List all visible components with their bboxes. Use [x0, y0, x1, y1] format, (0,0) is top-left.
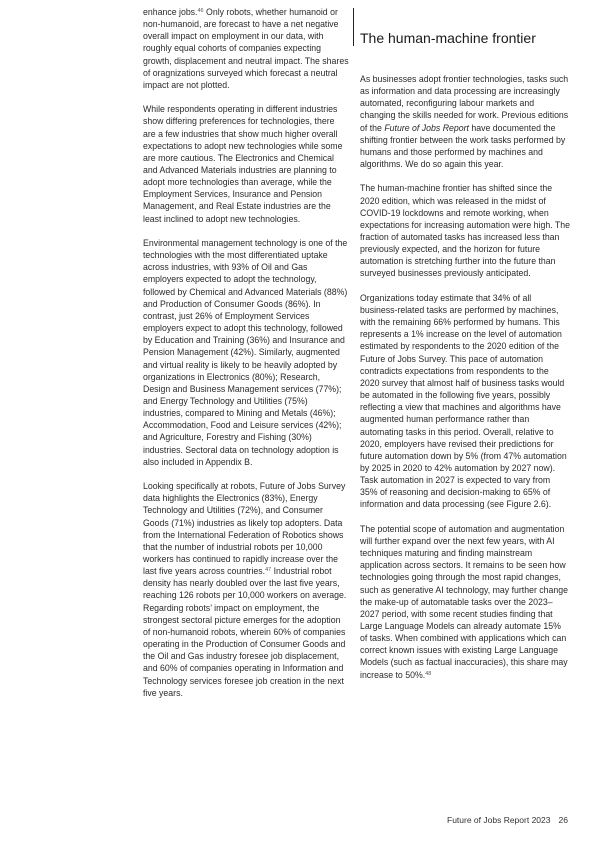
section-heading: The human-machine frontier [360, 30, 536, 46]
left-column [143, 6, 349, 699]
footnote-ref-47[interactable]: 47 [265, 567, 272, 574]
left-p1-text-a: enhance jobs. [143, 7, 198, 17]
left-paragraph-3: Environmental management technology is one of the technologies with the most differentiated uptake across industries, with 93% of Oil and Gas employers expected to adopt the technology, followed by Chemical and Advanced Materials (88%) and Production of Consumer Goods (86%). In contrast, just 26% of Employment Services employers expect to adopt this technology, followed by Education and Training (36%) and Insurance and Pension Management (42%). Similarly, augmented and virtual reality is likely to be heavily adopted by organizations in Electronics (80%); Research, Design and Business Management services (77%); and Energy Technology and Utilities (75%) industries, compared to Mining and Metals (46%); Accommodation, Food and Leisure services (42%); and Agriculture, Forestry and Fishing (30%) industries. Sectoral data on technology adoption is also included in Appendix B. [143, 237, 348, 467]
report-title-italic: Future of Jobs Report [384, 122, 469, 133]
page-footer [447, 815, 568, 825]
page-number: 26 [558, 815, 568, 825]
right-p1-text-b: have documented the shifting frontier between the work tasks performed by humans and those performed by machines and algorithms. We do so again this year. [360, 122, 566, 170]
left-p4-text-a: Looking specifically at robots, Future of Jobs Survey data highlights the Electronics (83%), Energy Technology and Utilities (72%), and Consumer Goods (71%) industries as likely top adopters. Data from the International Federation of Robotics shows that the number of industrial robots per 10,000 workers has continued to rapidly increase over the last five years across countries. [143, 481, 346, 577]
right-paragraph-3: Organizations today estimate that 34% of all business-related tasks are performed by machines, with the remaining 66% performed by humans. This represents a 1% increase on the level of automation estimated by respondents to the 2020 edition of the Future of Jobs Survey. This pace of automation contradicts expectations from respondents to the 2020 survey that almost half of business tasks would be automated in the following five years, possibly reflecting a view that machines and algorithms have augmented human performance rather than automating tasks in this period. Overall, relative to 2020, employers have revised their predictions for future automation down by 5% (from 47% automation by 2025 in 2020 to 42% automation by 2027 now). Task automation in 2027 is expected to vary from 35% of reasoning and decision-making to 65% of information and data processing (see Figure 2.6). [360, 292, 567, 510]
right-paragraph-1 [360, 73, 570, 170]
right-paragraph-4 [360, 523, 570, 681]
footer-report-title: Future of Jobs Report 2023 [447, 815, 551, 825]
footnote-ref-46[interactable]: 46 [197, 8, 204, 14]
left-paragraph-2: While respondents operating in different industries show differing preferences for technologies, there are a few industries that show much higher overall expectations to adopt new technologies while some are more cautious. The Electronics and Chemical and Advanced Materials industries are planning to adopt more technologies than average, while the Employment Services, Insurance and Pension Management, and Real Estate industries are the least inclined to adopt new technologies. [143, 104, 343, 224]
left-p1-text-b: Only robots, whether humanoid or non-humanoid, are forecast to have a net negative overall impact on employment in our data, with roughly equal cohorts of companies expecting growth, displacement and neutral impact. The shares of oragnizations surveyed which forecast a neutral impact are not plotted. [143, 7, 349, 90]
left-p4-text-b: Industrial robot density has nearly doubled over the last five years, reaching 126 robots per 10,000 workers on average. Regarding robots’ impact on employment, the strongest sectoral picture emerges for the adoption of non-humanoid robots, wherein 60% of companies operating in the Production of Consumer Goods and the Oil and Gas industry foresee job displacement, and 60% of companies operating in Information and Technology services foresee job creation in the next five years. [143, 566, 347, 698]
left-paragraph-4 [143, 480, 349, 699]
right-p4-text-a: The potential scope of automation and augmentation will further expand over the next few years, with AI techniques maturing and finding mainstream application across sectors. It remains to be seen how technologies going through the most rapid changes, such as generative AI technology, may further change the make-up of automatable tasks over the 2023–2027 period, with some recent studies finding that Large Language Models can already automate 15% of tasks. When combined with applications which can correct known issues with existing Large Language Models (such as factual inaccuracies), this share may increase to 50%. [360, 523, 569, 680]
right-paragraph-2: The human-machine frontier has shifted since the 2020 edition, which was released in the midst of COVID-19 lockdowns and remote working, when expectations for increasing automation were high. The fraction of automated tasks has increased less than previously expected, and the horizon for future automation is stretching further into the future than surveyed businesses previously anticipated. [360, 183, 570, 279]
left-paragraph-1 [143, 6, 349, 91]
right-p1-text-a: As businesses adopt frontier technologies, tasks such as information and data processing are increasingly automated, reconfiguring labour markets and changing the skills needed for work. Previous editions of the [360, 74, 569, 133]
section-divider [353, 8, 354, 46]
footnote-ref-48[interactable]: 48 [425, 670, 432, 677]
right-column [360, 6, 570, 681]
